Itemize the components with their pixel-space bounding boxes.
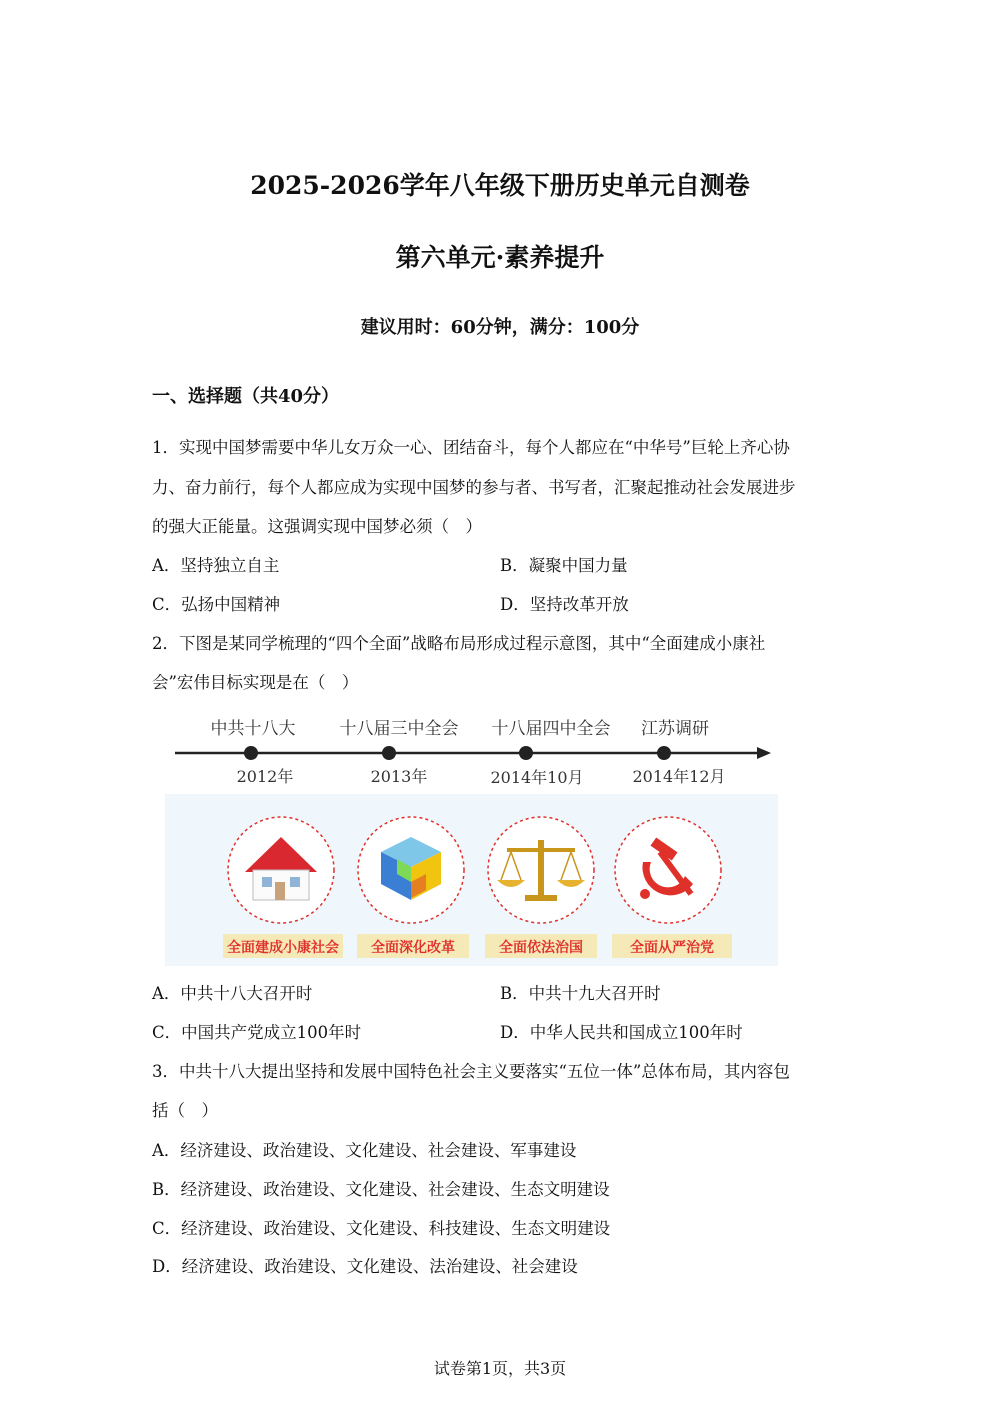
question-2-option-d[interactable]: D．中华人民共和国成立100年时 xyxy=(500,1023,743,1042)
timeline-date-2: 2013年 xyxy=(370,767,428,786)
party-emblem-icon xyxy=(615,817,721,923)
question-1-line-1: 1．实现中国梦需要中华儿女万众一心、团结奋斗，每个人都应在“中华号”巨轮上齐心协 xyxy=(152,438,790,457)
question-1-option-c[interactable]: C．弘扬中国精神 xyxy=(152,595,281,614)
caption-3: 全面依法治国 xyxy=(499,940,583,956)
question-1-option-a[interactable]: A．坚持独立自主 xyxy=(152,556,280,575)
timeline-date-4: 2014年12月 xyxy=(632,767,726,786)
timeline-date-1: 2012年 xyxy=(236,767,294,786)
page-footer: 试卷第1页，共3页 xyxy=(433,1359,567,1378)
question-3-option-c[interactable]: C．经济建设、政治建设、文化建设、科技建设、生态文明建设 xyxy=(152,1219,611,1238)
timeline-dot-1 xyxy=(244,746,258,760)
question-2-option-b[interactable]: B．中共十九大召开时 xyxy=(500,984,661,1003)
timeline-event-1: 中共十八大 xyxy=(210,719,296,739)
four-comprehensives-figure xyxy=(165,712,780,972)
section-title: 一、选择题（共40分） xyxy=(152,386,340,407)
question-1-option-d[interactable]: D．坚持改革开放 xyxy=(500,595,629,614)
question-1-line-2: 力、奋力前行，每个人都应成为实现中国梦的参与者、书写者，汇聚起推动社会发展进步 xyxy=(152,478,796,497)
timeline-event-2: 十八届三中全会 xyxy=(339,719,459,739)
caption-1: 全面建成小康社会 xyxy=(227,940,339,956)
timeline-event-4: 江苏调研 xyxy=(641,719,709,739)
caption-4: 全面从严治党 xyxy=(630,940,714,956)
timeline-arrow-icon xyxy=(757,747,771,759)
time-info: 建议用时：60分钟，满分：100分 xyxy=(360,317,640,338)
page-subtitle: 第六单元·素养提升 xyxy=(395,243,605,272)
timeline-event-3: 十八届四中全会 xyxy=(491,719,611,739)
timeline-dot-3 xyxy=(519,746,533,760)
caption-2: 全面深化改革 xyxy=(371,940,455,956)
question-2-option-c[interactable]: C．中国共产党成立100年时 xyxy=(152,1023,362,1042)
question-2-option-a[interactable]: A．中共十八大召开时 xyxy=(152,984,313,1003)
question-2-line-2: 会”宏伟目标实现是在（ ） xyxy=(152,673,359,692)
question-3-option-b[interactable]: B．经济建设、政治建设、文化建设、社会建设、生态文明建设 xyxy=(152,1180,610,1199)
question-2-line-1: 2．下图是某同学梳理的“四个全面”战略布局形成过程示意图，其中“全面建成小康社 xyxy=(152,634,766,653)
timeline-dot-2 xyxy=(382,746,396,760)
question-1-option-b[interactable]: B．凝聚中国力量 xyxy=(500,556,628,575)
timeline-dot-4 xyxy=(657,746,671,760)
house-icon xyxy=(228,817,334,923)
question-3-line-2: 括（ ） xyxy=(152,1101,218,1120)
question-1-line-3: 的强大正能量。这强调实现中国梦必须（ ） xyxy=(152,517,482,536)
page-title: 2025-2026学年八年级下册历史单元自测卷 xyxy=(250,171,750,200)
question-3-line-1: 3．中共十八大提出坚持和发展中国特色社会主义要落实“五位一体”总体布局，其内容包 xyxy=(152,1062,790,1081)
cube-icon xyxy=(358,817,464,923)
question-3-option-d[interactable]: D．经济建设、政治建设、文化建设、法治建设、社会建设 xyxy=(152,1257,578,1276)
timeline-date-3: 2014年10月 xyxy=(490,768,584,787)
question-3-option-a[interactable]: A．经济建设、政治建设、文化建设、社会建设、军事建设 xyxy=(152,1141,577,1160)
scales-icon xyxy=(488,817,594,923)
